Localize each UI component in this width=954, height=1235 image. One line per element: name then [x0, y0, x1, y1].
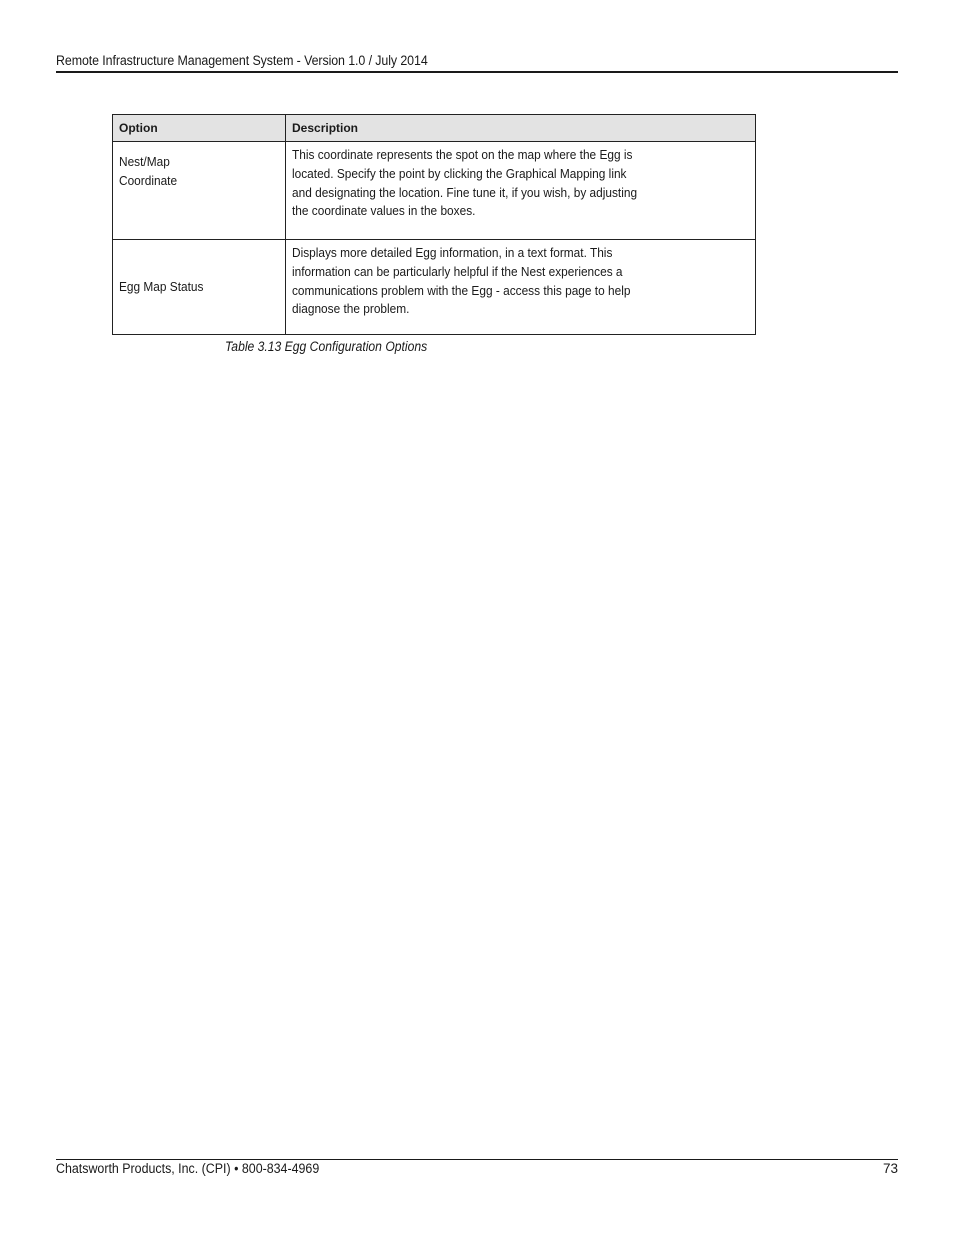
- egg-configuration-options-table: [112, 114, 756, 335]
- description-line: located. Specify the point by clicking the Graphical Mapping link: [292, 165, 627, 181]
- description-cell: [286, 240, 756, 335]
- option-line: Egg Map Status: [119, 278, 204, 294]
- description-line: This coordinate represents the spot on the map where the Egg is: [292, 147, 633, 162]
- description-line: information can be particularly helpful if the Nest experiences a: [292, 263, 623, 279]
- description-line: Displays more detailed Egg information, in a text format. This: [292, 245, 613, 260]
- header-rule: [56, 71, 898, 73]
- table-row: [113, 240, 756, 335]
- column-header-description: Description: [286, 115, 756, 142]
- column-header-option: Option: [113, 115, 286, 142]
- table-caption: Table 3.13 Egg Configuration Options: [225, 339, 428, 354]
- description-line: the coordinate values in the boxes.: [292, 203, 476, 219]
- option-line: Coordinate: [119, 172, 178, 188]
- table-row: [113, 142, 756, 240]
- page-number: 73: [882, 1161, 898, 1176]
- footer-company: Chatsworth Products, Inc. (CPI) • 800-834-4969: [56, 1161, 320, 1176]
- option-line: Nest/Map: [119, 154, 170, 169]
- footer-rule: [56, 1159, 898, 1160]
- description-cell: [286, 142, 756, 240]
- running-header: Remote Infrastructure Management System - Version 1.0 / July 2014: [56, 53, 428, 68]
- description-line: and designating the location. Fine tune it, if you wish, by adjusting: [292, 184, 638, 200]
- description-line: communications problem with the Egg - access this page to help: [292, 282, 631, 298]
- option-cell: [113, 240, 286, 335]
- table-header-row: [113, 115, 756, 142]
- description-line: diagnose the problem.: [292, 301, 410, 317]
- option-cell: [113, 142, 286, 240]
